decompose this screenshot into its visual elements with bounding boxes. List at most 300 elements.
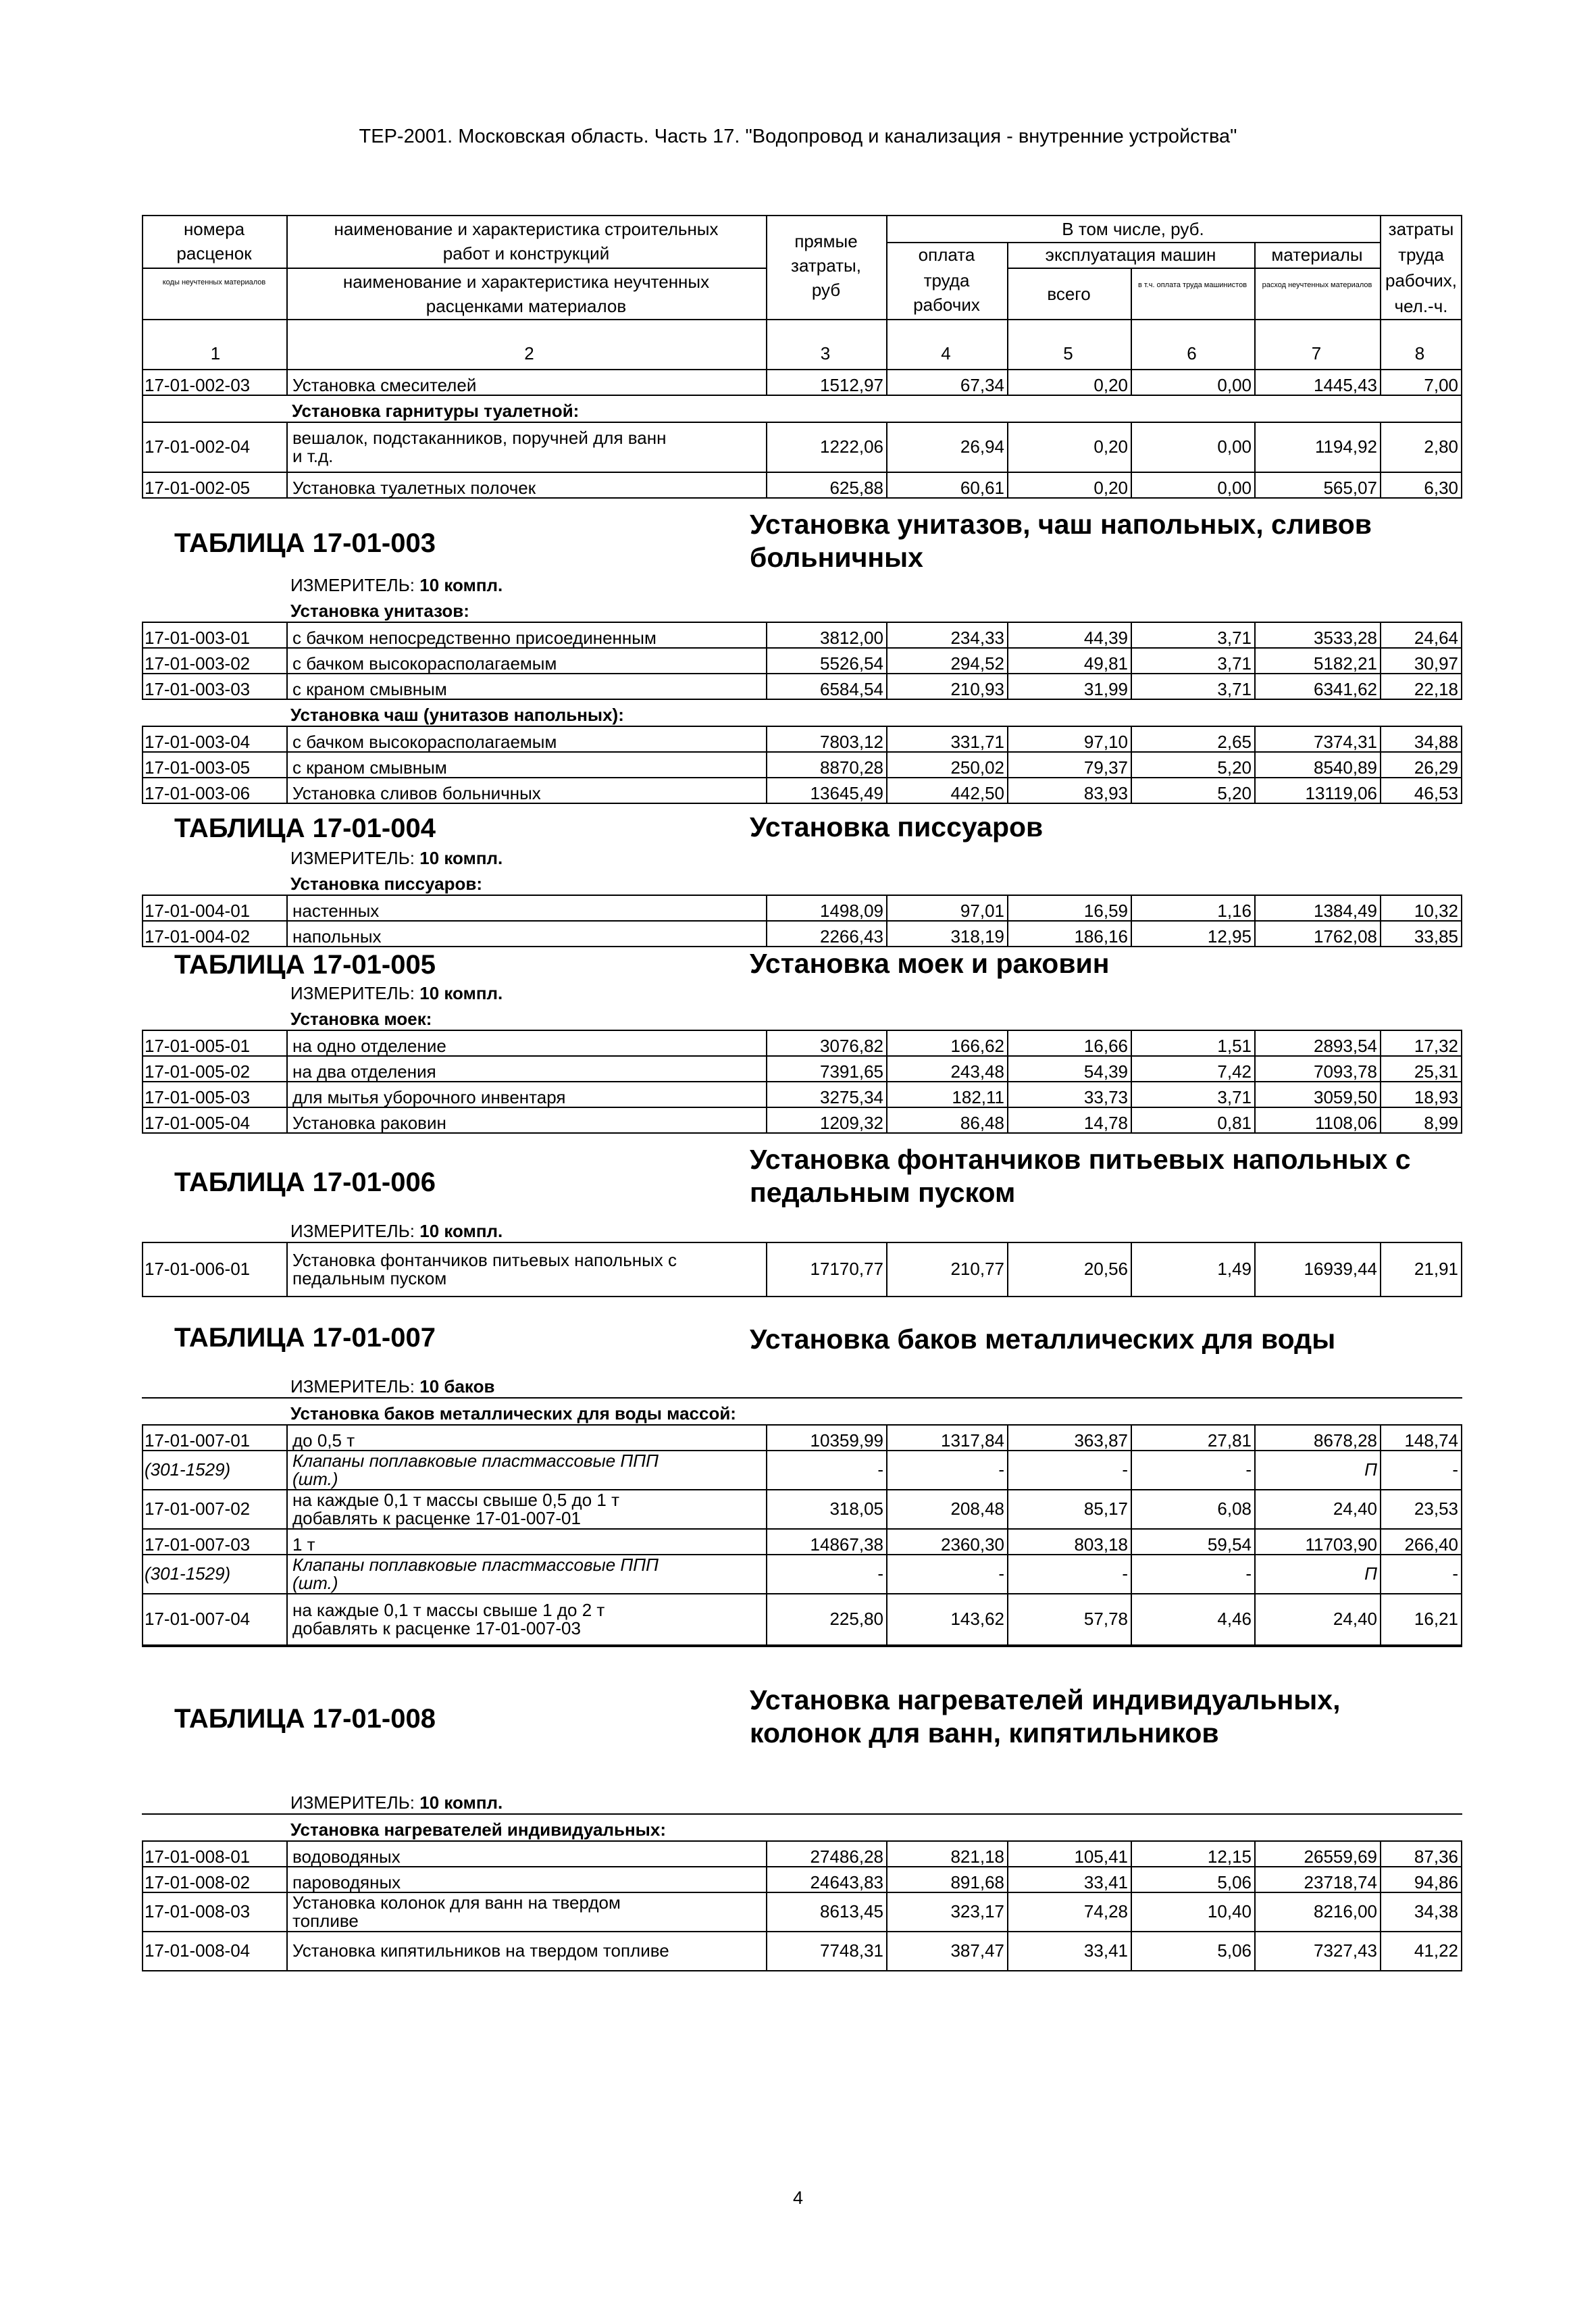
work-name: до 0,5 т	[286, 1426, 766, 1451]
rate-code: 17-01-002-05	[142, 473, 286, 499]
table-row	[142, 473, 1462, 499]
materials-cost: 2893,54	[1254, 1031, 1380, 1057]
work-name-line2: добавлять к расценке 17-01-007-03	[292, 1618, 581, 1638]
direct-cost: 17170,77	[766, 1242, 886, 1297]
materials-cost: 1445,43	[1254, 370, 1380, 396]
machines-cost: 186,16	[1007, 922, 1131, 947]
direct-cost: 2266,43	[766, 922, 886, 947]
operator-pay: 27,81	[1131, 1426, 1254, 1451]
labor-header-4: чел.-ч.	[1394, 296, 1448, 316]
col-number: 2	[286, 345, 766, 370]
work-name: Установка туалетных полочек	[286, 473, 766, 499]
operator-pay: 1,51	[1131, 1031, 1254, 1057]
work-name: с краном смывным	[286, 674, 766, 700]
materials-cost: 24,40	[1254, 1594, 1380, 1646]
rate-code: 17-01-003-02	[142, 649, 286, 674]
materials-cost: 3533,28	[1254, 623, 1380, 649]
rate-code: (301-1529)	[142, 1451, 286, 1490]
work-name-line1: Установка фонтанчиков питьевых напольных с	[292, 1249, 677, 1270]
direct-cost: 318,05	[766, 1490, 886, 1530]
materials-cost: П	[1254, 1451, 1380, 1490]
labor-pay: 243,48	[886, 1057, 1007, 1082]
materials-cost: 7093,78	[1254, 1057, 1380, 1082]
operator-pay: 12,15	[1131, 1842, 1254, 1867]
labor-hours: 26,29	[1380, 753, 1462, 778]
measure-unit	[142, 978, 1462, 1004]
operator-pay: 3,71	[1131, 1082, 1254, 1108]
pay-header-1: оплата	[918, 245, 975, 265]
measure-value: 10 баков	[419, 1376, 495, 1397]
page-header: ТЕР-2001. Московская область. Часть 17. "Водопровод и канализация - внутренние устройства"	[359, 126, 1237, 147]
direct-cost: 625,88	[766, 473, 886, 499]
materials-cost: 23718,74	[1254, 1867, 1380, 1893]
col-number: 1	[142, 345, 286, 370]
machines-cost: 105,41	[1007, 1842, 1131, 1867]
machines-cost: 16,59	[1007, 896, 1131, 922]
table-title: Установка унитазов, чаш напольных, сливов больничных	[750, 509, 1372, 574]
materials-cost: 26559,69	[1254, 1842, 1380, 1867]
table-row	[142, 674, 1462, 700]
operator-pay: 1,16	[1131, 896, 1254, 922]
work-name: 1 т	[286, 1530, 766, 1555]
table-row	[142, 1594, 1462, 1646]
labor-hours: 94,86	[1380, 1867, 1462, 1893]
work-name: Установка раковин	[286, 1108, 766, 1134]
labor-hours: 23,53	[1380, 1490, 1462, 1530]
table-row	[142, 1530, 1462, 1555]
table-row	[142, 1108, 1462, 1134]
col2-header-bot2: расценками материалов	[426, 296, 627, 316]
labor-hours: 2,80	[1380, 422, 1462, 473]
materials-cost: 8216,00	[1254, 1893, 1380, 1932]
labor-pay: 250,02	[886, 753, 1007, 778]
labor-hours: 8,99	[1380, 1108, 1462, 1134]
col3-header-1: прямые	[794, 231, 858, 251]
machines-cost: 57,78	[1007, 1594, 1131, 1646]
table-header	[142, 215, 1462, 345]
labor-pay: 86,48	[886, 1108, 1007, 1134]
rate-code: 17-01-007-04	[142, 1594, 286, 1646]
rate-code: 17-01-003-01	[142, 623, 286, 649]
materials-cost: 7327,43	[1254, 1932, 1380, 1971]
direct-cost: 24643,83	[766, 1867, 886, 1893]
direct-cost: 13645,49	[766, 778, 886, 804]
machines-cost: 31,99	[1007, 674, 1131, 700]
labor-hours: 6,30	[1380, 473, 1462, 499]
labor-pay: 821,18	[886, 1842, 1007, 1867]
materials-cost: 1194,92	[1254, 422, 1380, 473]
measure-label: ИЗМЕРИТЕЛЬ:	[290, 1376, 415, 1397]
group-heading: Установка чаш (унитазов напольных):	[290, 705, 624, 725]
col-number: 4	[886, 345, 1007, 370]
col1-header-small: коды неучтенных материалов	[162, 278, 266, 286]
labor-pay: 331,71	[886, 727, 1007, 753]
operator-pay: -	[1131, 1555, 1254, 1594]
work-name-line1: Клапаны поплавковые пластмассовые ППП	[292, 1451, 659, 1471]
machines-cost: 54,39	[1007, 1057, 1131, 1082]
materials-cost: 1108,06	[1254, 1108, 1380, 1134]
rate-code: 17-01-002-03	[142, 370, 286, 396]
measure-value: 10 компл.	[419, 575, 503, 595]
col2-header-bot1: наименование и характеристика неучтенных	[342, 272, 710, 292]
pay-header-2: труда	[923, 270, 970, 291]
direct-cost: 7803,12	[766, 727, 886, 753]
labor-hours: 148,74	[1380, 1426, 1462, 1451]
work-name: с бачком непосредственно присоединенным	[286, 623, 766, 649]
direct-cost: 1222,06	[766, 422, 886, 473]
operator-pay: 0,81	[1131, 1108, 1254, 1134]
work-name-line1: на каждые 0,1 т массы свыше 0,5 до 1 т	[292, 1490, 619, 1510]
materials-cost: 11703,90	[1254, 1530, 1380, 1555]
table-label: ТАБЛИЦА 17-01-007	[174, 1323, 436, 1353]
col-number: 3	[766, 345, 886, 370]
labor-hours: 24,64	[1380, 623, 1462, 649]
labor-hours: 87,36	[1380, 1842, 1462, 1867]
labor-pay: 208,48	[886, 1490, 1007, 1530]
materials-cost: 13119,06	[1254, 778, 1380, 804]
col1-header-top: номера	[183, 219, 245, 239]
rate-code: (301-1529)	[142, 1555, 286, 1594]
col-number: 7	[1254, 345, 1380, 370]
labor-pay: 294,52	[886, 649, 1007, 674]
operator-pay: 6,08	[1131, 1490, 1254, 1530]
table-row	[142, 1057, 1462, 1082]
materials-cost: 8678,28	[1254, 1426, 1380, 1451]
table-label: ТАБЛИЦА 17-01-004	[174, 813, 436, 843]
work-name: пароводяных	[286, 1867, 766, 1893]
measure-label: ИЗМЕРИТЕЛЬ:	[290, 1221, 415, 1241]
rate-code: 17-01-005-01	[142, 1031, 286, 1057]
work-name-line1: Клапаны поплавковые пластмассовые ППП	[292, 1555, 659, 1575]
work-name-line2: (шт.)	[292, 1573, 338, 1593]
table-row	[142, 1867, 1462, 1893]
labor-pay: 97,01	[886, 896, 1007, 922]
machines-cost: 74,28	[1007, 1893, 1131, 1932]
materials-cost: 7374,31	[1254, 727, 1380, 753]
labor-hours: 46,53	[1380, 778, 1462, 804]
table-row	[142, 753, 1462, 778]
operator-pay: 3,71	[1131, 649, 1254, 674]
direct-cost: 8613,45	[766, 1893, 886, 1932]
rate-code: 17-01-008-02	[142, 1867, 286, 1893]
work-name-line2: топливе	[292, 1911, 359, 1931]
operator-pay: 5,06	[1131, 1932, 1254, 1971]
rate-code: 17-01-007-03	[142, 1530, 286, 1555]
rate-code: 17-01-003-05	[142, 753, 286, 778]
operator-pay: 12,95	[1131, 922, 1254, 947]
col-number: 8	[1380, 345, 1462, 370]
group-heading: Установка моек:	[290, 1009, 432, 1029]
rate-code: 17-01-005-02	[142, 1057, 286, 1082]
labor-hours: 33,85	[1380, 922, 1462, 947]
labor-pay: 166,62	[886, 1031, 1007, 1057]
work-name	[286, 1594, 766, 1646]
group-heading: Установка гарнитуры туалетной:	[142, 396, 1462, 422]
table-title: Установка фонтанчиков питьевых напольных с педальным пуском	[750, 1144, 1411, 1209]
rate-code: 17-01-004-01	[142, 896, 286, 922]
column-numbers-row	[142, 345, 1462, 370]
col1-header-mid: расценок	[176, 243, 252, 263]
table-section-heading	[142, 804, 1462, 843]
operator-pay: 4,46	[1131, 1594, 1254, 1646]
direct-cost: 225,80	[766, 1594, 886, 1646]
direct-cost: 7748,31	[766, 1932, 886, 1971]
work-name: на два отделения	[286, 1057, 766, 1082]
work-name	[286, 1451, 766, 1490]
machines-cost: 20,56	[1007, 1242, 1131, 1297]
labor-hours: 10,32	[1380, 896, 1462, 922]
materials-cost: 1384,49	[1254, 896, 1380, 922]
rate-code: 17-01-008-04	[142, 1932, 286, 1971]
table-title: Установка моек и раковин	[750, 948, 1110, 979]
rate-code: 17-01-002-04	[142, 422, 286, 473]
labor-header-3: рабочих,	[1385, 270, 1457, 291]
table-section-heading	[142, 1297, 1462, 1373]
labor-pay: 1317,84	[886, 1426, 1007, 1451]
machines-cost: 33,41	[1007, 1867, 1131, 1893]
table-label: ТАБЛИЦА 17-01-008	[174, 1704, 436, 1734]
machines-header: эксплуатация машин	[1045, 245, 1216, 265]
labor-pay: 182,11	[886, 1082, 1007, 1108]
operator-pay: 7,42	[1131, 1057, 1254, 1082]
measure-label: ИЗМЕРИТЕЛЬ:	[290, 848, 415, 868]
direct-cost: 1498,09	[766, 896, 886, 922]
operator-pay: 3,71	[1131, 674, 1254, 700]
pay-header-3: рабочих	[913, 295, 980, 315]
work-name-line2: и т.д.	[292, 446, 334, 466]
materials-cost: 5182,21	[1254, 649, 1380, 674]
operator-pay: 0,00	[1131, 422, 1254, 473]
work-name: водоводяных	[286, 1842, 766, 1867]
operator-pay: 59,54	[1131, 1530, 1254, 1555]
measure-value: 10 компл.	[419, 1792, 503, 1813]
table-row	[142, 778, 1462, 804]
machines-cost: 803,18	[1007, 1530, 1131, 1555]
labor-pay: 210,77	[886, 1242, 1007, 1297]
materials-cost: 3059,50	[1254, 1082, 1380, 1108]
table-row	[142, 1426, 1462, 1451]
work-name: Установка сливов больничных	[286, 778, 766, 804]
measure-label: ИЗМЕРИТЕЛЬ:	[290, 983, 415, 1003]
machines-cost: 16,66	[1007, 1031, 1131, 1057]
table-title: Установка писсуаров	[750, 811, 1044, 842]
work-name-line2: педальным пуском	[292, 1268, 447, 1288]
labor-hours: 30,97	[1380, 649, 1462, 674]
col-number: 6	[1131, 345, 1254, 370]
materials-cost: 16939,44	[1254, 1242, 1380, 1297]
machines-cost: 44,39	[1007, 623, 1131, 649]
direct-cost: 10359,99	[766, 1426, 886, 1451]
labor-pay: -	[886, 1451, 1007, 1490]
table-row	[142, 1932, 1462, 1971]
group-heading: Установка писсуаров:	[290, 874, 483, 894]
materials-cost: 8540,89	[1254, 753, 1380, 778]
labor-header-1: затраты	[1388, 219, 1454, 239]
page-number: 4	[792, 2188, 804, 2208]
work-name: с бачком высокорасполагаемым	[286, 727, 766, 753]
work-name: с краном смывным	[286, 753, 766, 778]
rate-code: 17-01-006-01	[142, 1242, 286, 1297]
direct-cost: 6584,54	[766, 674, 886, 700]
machines-cost: 49,81	[1007, 649, 1131, 674]
measure-unit	[142, 1216, 1462, 1242]
machines-cost: 33,41	[1007, 1932, 1131, 1971]
work-name: с бачком высокорасполагаемым	[286, 649, 766, 674]
direct-cost: 3275,34	[766, 1082, 886, 1108]
table-label: ТАБЛИЦА 17-01-006	[174, 1167, 436, 1197]
price-table	[142, 215, 1462, 1971]
direct-cost: 1512,97	[766, 370, 886, 396]
work-name-line2: (шт.)	[292, 1469, 338, 1489]
work-name-line1: на каждые 0,1 т массы свыше 1 до 2 т	[292, 1599, 605, 1620]
material-row	[142, 1555, 1462, 1594]
work-name	[286, 1490, 766, 1530]
labor-pay: 442,50	[886, 778, 1007, 804]
group-heading: Установка унитазов:	[290, 601, 469, 621]
labor-hours: 41,22	[1380, 1932, 1462, 1971]
operator-pay: 0,00	[1131, 370, 1254, 396]
materials-cost: 6341,62	[1254, 674, 1380, 700]
operator-pay: 1,49	[1131, 1242, 1254, 1297]
col3-header-2: затраты,	[791, 255, 861, 276]
work-name	[286, 1242, 766, 1297]
direct-cost: 3812,00	[766, 623, 886, 649]
table-section-heading	[142, 1646, 1462, 1789]
direct-cost: 7391,65	[766, 1057, 886, 1082]
operator-pay: 5,06	[1131, 1867, 1254, 1893]
work-name	[286, 1893, 766, 1932]
operator-pay: 5,20	[1131, 778, 1254, 804]
measure-value: 10 компл.	[419, 1221, 503, 1241]
operator-pay: 3,71	[1131, 623, 1254, 649]
labor-pay: 323,17	[886, 1893, 1007, 1932]
table-row	[142, 1893, 1462, 1932]
direct-cost: -	[766, 1451, 886, 1490]
work-name-line1: вешалок, подстаканников, поручней для ванн	[292, 427, 667, 448]
rate-code: 17-01-003-04	[142, 727, 286, 753]
direct-cost: 27486,28	[766, 1842, 886, 1867]
col-number: 5	[1007, 345, 1131, 370]
table-row	[142, 896, 1462, 922]
machines-incl-header: в т.ч. оплата труда машинистов	[1137, 281, 1247, 289]
materials-cost: П	[1254, 1555, 1380, 1594]
machines-cost: 83,93	[1007, 778, 1131, 804]
work-name	[286, 1555, 766, 1594]
machines-cost: 363,87	[1007, 1426, 1131, 1451]
table-row	[142, 649, 1462, 674]
machines-cost: 0,20	[1007, 422, 1131, 473]
work-name: на одно отделение	[286, 1031, 766, 1057]
materials-cost: 24,40	[1254, 1490, 1380, 1530]
operator-pay: 10,40	[1131, 1893, 1254, 1932]
labor-hours: 34,38	[1380, 1893, 1462, 1932]
including-header: В том числе, руб.	[1062, 219, 1204, 239]
machines-cost: 14,78	[1007, 1108, 1131, 1134]
table-row	[142, 1842, 1462, 1867]
machines-cost: -	[1007, 1555, 1131, 1594]
labor-pay: 234,33	[886, 623, 1007, 649]
table-section-heading	[142, 947, 1462, 978]
labor-pay: 143,62	[886, 1594, 1007, 1646]
measure-value: 10 компл.	[419, 983, 503, 1003]
labor-hours: -	[1380, 1555, 1462, 1594]
machines-cost: 85,17	[1007, 1490, 1131, 1530]
table-row	[142, 922, 1462, 947]
table-row	[142, 1490, 1462, 1530]
measure-unit	[142, 1373, 1462, 1399]
work-name: Установка кипятильников на твердом топливе	[286, 1932, 766, 1971]
group-heading: Установка нагревателей индивидуальных:	[290, 1819, 666, 1840]
direct-cost: 3076,82	[766, 1031, 886, 1057]
work-name: Установка смесителей	[286, 370, 766, 396]
table-title: Установка баков металлических для воды	[750, 1324, 1336, 1355]
measure-unit	[142, 843, 1462, 869]
work-name: для мытья уборочного инвентаря	[286, 1082, 766, 1108]
materials-small-header: расход неучтенных материалов	[1262, 281, 1372, 289]
table-row	[142, 422, 1462, 473]
operator-pay: 2,65	[1131, 727, 1254, 753]
labor-hours: 7,00	[1380, 370, 1462, 396]
rate-code: 17-01-005-04	[142, 1108, 286, 1134]
table-section-heading	[142, 499, 1462, 574]
machines-cost: 0,20	[1007, 370, 1131, 396]
labor-hours: 16,21	[1380, 1594, 1462, 1646]
table-title: Установка нагревателей индивидуальных, колонок для ванн, кипятильников	[750, 1684, 1341, 1749]
labor-pay: 67,34	[886, 370, 1007, 396]
direct-cost: 14867,38	[766, 1530, 886, 1555]
labor-hours: 18,93	[1380, 1082, 1462, 1108]
machines-cost: -	[1007, 1451, 1131, 1490]
table-row	[142, 1031, 1462, 1057]
labor-hours: 22,18	[1380, 674, 1462, 700]
machines-cost: 0,20	[1007, 473, 1131, 499]
operator-pay: 5,20	[1131, 753, 1254, 778]
col3-header-3: руб	[811, 280, 841, 300]
materials-cost: 565,07	[1254, 473, 1380, 499]
labor-pay: 210,93	[886, 674, 1007, 700]
machines-all-header: всего	[1047, 284, 1091, 304]
measure-label: ИЗМЕРИТЕЛЬ:	[290, 1792, 415, 1813]
machines-cost: 33,73	[1007, 1082, 1131, 1108]
work-name-line1: Установка колонок для ванн на твердом	[292, 1893, 621, 1913]
table-row	[142, 1082, 1462, 1108]
rate-code: 17-01-004-02	[142, 922, 286, 947]
labor-hours: 34,88	[1380, 727, 1462, 753]
measure-value: 10 компл.	[419, 848, 503, 868]
labor-pay: 891,68	[886, 1867, 1007, 1893]
measure-unit	[142, 1789, 1462, 1815]
labor-hours: -	[1380, 1451, 1462, 1490]
labor-pay: 318,19	[886, 922, 1007, 947]
group-heading: Установка баков металлических для воды массой:	[290, 1403, 736, 1424]
machines-cost: 97,10	[1007, 727, 1131, 753]
machines-cost: 79,37	[1007, 753, 1131, 778]
labor-pay: 387,47	[886, 1932, 1007, 1971]
rate-code: 17-01-003-03	[142, 674, 286, 700]
table-row	[142, 623, 1462, 649]
work-name	[286, 422, 766, 473]
materials-cost: 1762,08	[1254, 922, 1380, 947]
work-name: настенных	[286, 896, 766, 922]
col2-header-top: наименование и характеристика строительных	[334, 219, 719, 239]
table-row	[142, 727, 1462, 753]
table-section-heading	[142, 1134, 1462, 1216]
rate-code: 17-01-007-02	[142, 1490, 286, 1530]
labor-pay: 60,61	[886, 473, 1007, 499]
work-name: напольных	[286, 922, 766, 947]
labor-hours: 21,91	[1380, 1242, 1462, 1297]
measure-label: ИЗМЕРИТЕЛЬ:	[290, 575, 415, 595]
